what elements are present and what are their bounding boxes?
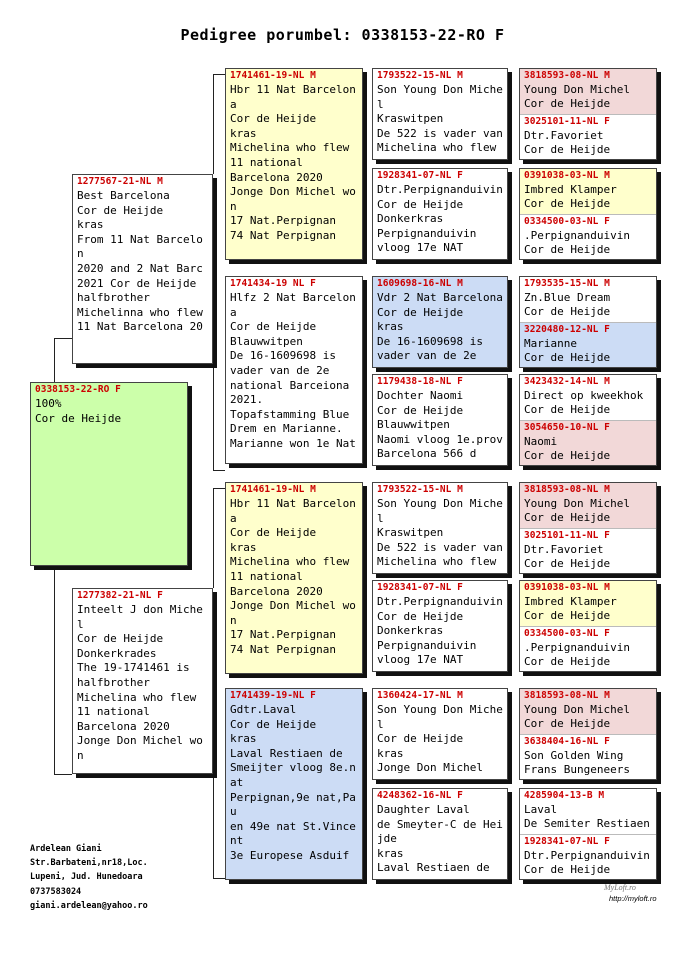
owner-email[interactable]: giani.ardelean@yahoo.ro (30, 900, 148, 911)
pigeon-info: Zn.Blue Dream Cor de Heijde (524, 291, 611, 318)
pedigree-box-gen4-pair[interactable] (519, 374, 657, 466)
ring-number: 1793522-15-NL M (377, 70, 463, 81)
pigeon-info: Hbr 11 Nat Barcelona Cor de Heijde kras Michelina who flew 11 national Barcelona 2020 Jonge Don Michel won 17 Nat.Perpignan 74 Nat Perpignan (230, 497, 356, 656)
ring-number: 1609698-16-NL M (377, 278, 463, 289)
pedigree-box-gen2[interactable] (225, 276, 363, 464)
pigeon-info: Hbr 11 Nat Barcelona Cor de Heijde kras Michelina who flew 11 national Barcelona 2020 Jonge Don Michel won 17 Nat.Perpignan 74 Nat Perpignan (230, 83, 356, 242)
pedigree-box-subject[interactable] (30, 382, 188, 566)
ring-number: 3220480-12-NL F (524, 324, 610, 335)
pigeon-info: Naomi Cor de Heijde (524, 435, 611, 462)
pedigree-box-gen3[interactable] (372, 68, 508, 160)
pigeon-info: Imbred Klamper Cor de Heijde (524, 595, 617, 622)
pedigree-half-dam[interactable] (520, 115, 656, 160)
ring-number: 1277567-21-NL M (77, 176, 163, 187)
ring-number: 3818593-08-NL M (524, 484, 610, 495)
pigeon-info: Young Don Michel Cor de Heijde (524, 497, 630, 524)
pedigree-half-dam[interactable] (520, 421, 656, 466)
pedigree-box-gen4-pair[interactable] (519, 580, 657, 672)
pedigree-half-dam[interactable] (520, 735, 656, 780)
pedigree-half-sire[interactable] (520, 689, 656, 735)
ring-number: 1928341-07-NL F (377, 170, 463, 181)
pigeon-info: Vdr 2 Nat Barcelona Cor de Heijde kras De 16-1609698 is vader van de 2e (377, 291, 503, 363)
page-title: Pedigree porumbel: 0338153-22-RO F (180, 26, 505, 44)
connector-line (213, 488, 214, 588)
ring-number: 1360424-17-NL M (377, 690, 463, 701)
pigeon-info: Direct op kweekhok Cor de Heijde (524, 389, 644, 416)
pedigree-box-gen4-pair[interactable] (519, 788, 657, 880)
pedigree-box-gen4-pair[interactable] (519, 482, 657, 574)
pedigree-half-sire[interactable] (520, 169, 656, 215)
connector-line (213, 470, 225, 471)
pedigree-half-dam[interactable] (520, 835, 656, 880)
pigeon-info: Dtr.Perpignanduivin Cor de Heijde (524, 849, 650, 876)
owner-contact (30, 842, 148, 913)
connector-line (54, 338, 72, 339)
pedigree-box-gen3[interactable] (372, 168, 508, 260)
connector-line (213, 878, 225, 879)
ring-number: 1741461-19-NL M (230, 484, 316, 495)
connector-line (213, 774, 214, 878)
ring-number: 3638404-16-NL F (524, 736, 610, 747)
pedigree-box-dam[interactable] (72, 588, 213, 774)
ring-number: 1793535-15-NL M (524, 278, 610, 289)
ring-number: 1741439-19-NL F (230, 690, 316, 701)
pigeon-info: Gdtr.Laval Cor de Heijde kras Laval Restiaen de Smeijter vloog 8e.nat Perpignan,9e nat,Pau en 49e nat St.Vincent 3e Europese Asduif (230, 703, 356, 862)
owner-address-line2: Lupeni, Jud. Hunedoara (30, 872, 143, 883)
pedigree-half-dam[interactable] (520, 323, 656, 368)
pedigree-box-gen4-pair[interactable] (519, 168, 657, 260)
ring-number: 3054650-10-NL F (524, 422, 610, 433)
pedigree-box-gen4-pair[interactable] (519, 688, 657, 780)
pedigree-box-gen2[interactable] (225, 482, 363, 674)
pigeon-info: Son Young Don Michel Kraswitpen De 522 is vader van Michelina who flew (377, 497, 503, 569)
ring-number: 0391038-03-NL M (524, 170, 610, 181)
ring-number: 1928341-07-NL F (377, 582, 463, 593)
ring-number: 1741461-19-NL M (230, 70, 316, 81)
myloft-logo: MyLoft.ro (604, 883, 636, 892)
ring-number: 3818593-08-NL M (524, 70, 610, 81)
ring-number: 4248362-16-NL F (377, 790, 463, 801)
pedigree-box-gen4-pair[interactable] (519, 276, 657, 368)
pedigree-box-sire[interactable] (72, 174, 213, 364)
ring-number: 1793522-15-NL M (377, 484, 463, 495)
connector-line (213, 74, 214, 174)
pigeon-info: Son Young Don Michel Kraswitpen De 522 is vader van Michelina who flew (377, 83, 503, 155)
owner-name: Ardelean Giani (30, 844, 102, 854)
pedigree-box-gen3[interactable] (372, 788, 508, 880)
ring-number: 3025101-11-NL F (524, 116, 610, 127)
pedigree-half-dam[interactable] (520, 529, 656, 574)
connector-line (54, 338, 55, 382)
pedigree-box-gen3[interactable] (372, 482, 508, 574)
connector-line (54, 774, 72, 775)
pigeon-info: Hlfz 2 Nat Barcelona Cor de Heijde Blauwwitpen De 16-1609698 is vader van de 2e national Barceiona 2021. Topafstamming Blue Drem en Marianne. Marianne won 1e Nat (230, 291, 356, 450)
pedigree-box-gen3[interactable] (372, 276, 508, 368)
ring-number: 3818593-08-NL M (524, 690, 610, 701)
pigeon-info: Young Don Michel Cor de Heijde (524, 83, 630, 110)
ring-number: 0338153-22-RO F (35, 384, 121, 395)
pigeon-info: Dtr.Perpignanduivin Cor de Heijde Donkerkras Perpignanduivin vloog 17e NAT (377, 183, 503, 255)
ring-number: 3025101-11-NL F (524, 530, 610, 541)
pigeon-info: Inteelt J don Michel Cor de Heijde Donkerkrades The 19-1741461 is halfbrother Michelina who flew 11 national Barcelona 2020 Jonge Don Michel won (77, 603, 203, 762)
connector-line (213, 74, 225, 75)
pedigree-box-gen2[interactable] (225, 688, 363, 880)
pigeon-info: Imbred Klamper Cor de Heijde (524, 183, 617, 210)
ring-number: 1928341-07-NL F (524, 836, 610, 847)
ring-number: 0334500-03-NL F (524, 216, 610, 227)
pedigree-half-dam[interactable] (520, 627, 656, 672)
connector-line (54, 566, 55, 774)
ring-number: 1741434-19 NL F (230, 278, 316, 289)
pedigree-half-sire[interactable] (520, 483, 656, 529)
ring-number: 1277382-21-NL F (77, 590, 163, 601)
pedigree-box-gen3[interactable] (372, 688, 508, 780)
owner-phone: 0737583024 (30, 886, 82, 897)
pigeon-info: Dtr.Perpignanduivin Cor de Heijde Donkerkras Perpignanduivin vloog 17e NAT (377, 595, 503, 667)
pigeon-info: .Perpignanduivin Cor de Heijde (524, 229, 630, 256)
pigeon-info: Best Barcelona Cor de Heijde kras From 11 Nat Barcelon 2020 and 2 Nat Barc 2021 Cor de Heijde halfbrother Michelinna who flew 11 Nat Barcelona 20 (77, 189, 203, 334)
ring-number: 3423432-14-NL M (524, 376, 610, 387)
ring-number: 1179438-18-NL F (377, 376, 463, 387)
pedigree-half-sire[interactable] (520, 277, 656, 323)
pigeon-info: Son Young Don Michel Cor de Heijde kras Jonge Don Michel (377, 703, 503, 775)
pedigree-box-gen3[interactable] (372, 374, 508, 466)
ring-number: 0391038-03-NL M (524, 582, 610, 593)
pedigree-half-sire[interactable] (520, 581, 656, 627)
pedigree-half-dam[interactable] (520, 215, 656, 260)
pigeon-info: Marianne Cor de Heijde (524, 337, 611, 364)
connector-line (213, 488, 225, 489)
pigeon-info: .Perpignanduivin Cor de Heijde (524, 641, 630, 668)
owner-address-line1: Str.Barbateni,nr18,Loc. (30, 858, 148, 869)
pedigree-box-gen2[interactable] (225, 68, 363, 260)
pigeon-info: 100% Cor de Heijde (35, 397, 122, 425)
pedigree-box-gen4-pair[interactable] (519, 68, 657, 160)
pigeon-info: Young Don Michel Cor de Heijde (524, 703, 630, 730)
ring-number: 0334500-03-NL F (524, 628, 610, 639)
pigeon-info: Dtr.Favoriet Cor de Heijde (524, 543, 611, 570)
pedigree-half-sire[interactable] (520, 69, 656, 115)
connector-line (213, 338, 214, 470)
pedigree-half-sire[interactable] (520, 375, 656, 421)
ring-number: 4285904-13-B M (524, 790, 605, 801)
pigeon-info: Laval De Semiter Restiaen (524, 803, 650, 830)
myloft-url-link[interactable]: http://myloft.ro (609, 894, 657, 903)
pigeon-info: Dochter Naomi Cor de Heijde Blauwwitpen Naomi vloog 1e.prov Barcelona 566 d (377, 389, 503, 461)
pigeon-info: Daughter Laval de Smeyter-C de Heijde kras Laval Restiaen de (377, 803, 503, 875)
pedigree-box-gen3[interactable] (372, 580, 508, 672)
pedigree-half-sire[interactable] (520, 789, 656, 835)
pigeon-info: Son Golden Wing Frans Bungeneers (524, 749, 630, 776)
pigeon-info: Dtr.Favoriet Cor de Heijde (524, 129, 611, 156)
